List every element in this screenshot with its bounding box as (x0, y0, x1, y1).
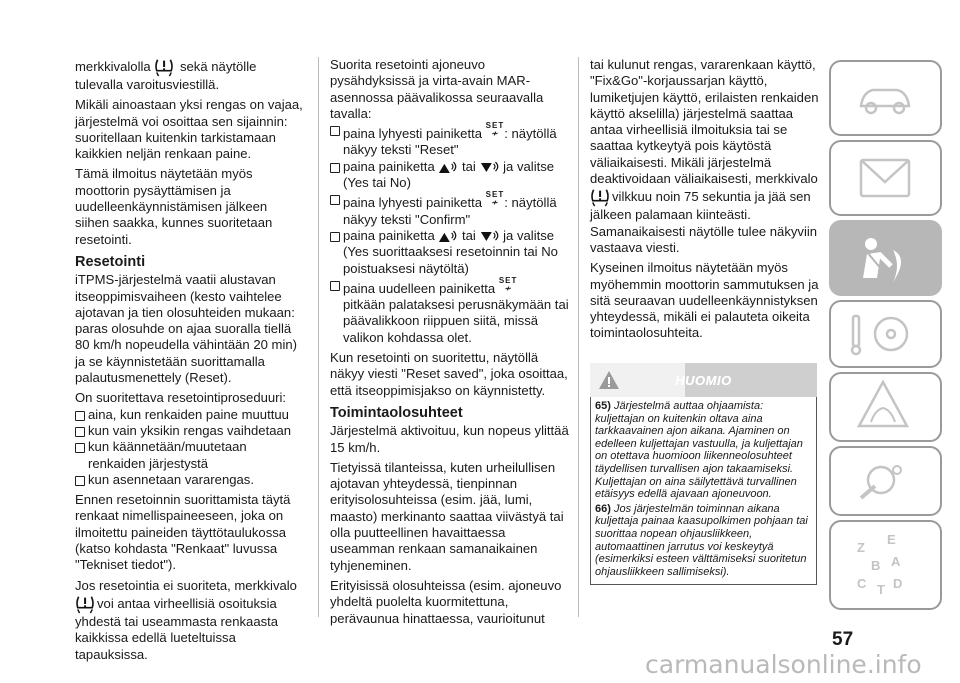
text: ja valitse (Yes tai No) (343, 158, 555, 191)
warning-box-header (590, 363, 817, 397)
text: tai (462, 158, 476, 174)
index-letters-icon (831, 522, 940, 608)
text: ja valitse (Yes suorittaaksesi resetoinnin tai No poistuaksesi näytöltä) (343, 227, 558, 276)
section-heading-toimintaolosuhteet: Toimintaolosuhteet (330, 404, 463, 421)
chapter-tab-safety[interactable] (829, 220, 942, 296)
service-wrench-icon (831, 448, 940, 514)
note-number: 65) (595, 400, 611, 412)
column-divider (578, 57, 579, 617)
car-info-icon (831, 62, 940, 134)
paragraph: Suorita resetointi ajoneuvo pysähdyksissä ja virta-avain MAR-asennossa päävalikossa seuraavalla tavalla: (330, 57, 544, 121)
svg-text:E: E (887, 532, 896, 547)
column-divider (318, 57, 319, 617)
page-number: 57 (832, 629, 854, 650)
text: paina uudelleen painiketta (343, 280, 496, 296)
text: Jos resetointia ei suoriteta, merkkivalo (75, 577, 297, 593)
paragraph: Kun resetointi on suoritettu, näytöllä näkyy viesti "Reset saved", joka osoittaa, että itseoppimisjakso on käynnistetty. (330, 350, 568, 398)
up-button-icon (438, 161, 458, 174)
list-item (330, 159, 570, 192)
text: paina lyhyesti painiketta (343, 195, 483, 211)
text: merkkivalolla (75, 59, 151, 74)
note-text: Järjestelmä auttaa ohjaamista: kuljettajan on kuitenkin oltava aina tarkkaavainen ajon aikana. Ajaminen on edelleen kuljettajan vastuulla, ja kuljettajan on otettava huomioon liikenneolosuhteet täydellisen turvallisen ajon takaamiseksi. Kuljettajan on aina säilytettävä turvallinen etäisyys edellä ajavaan ajoneuvoon. (595, 400, 803, 501)
text: paina lyhyesti painiketta (343, 126, 483, 142)
section-heading-resetointi: Resetointi (75, 253, 146, 270)
bullet-list (75, 407, 305, 488)
list-item (330, 191, 570, 228)
note-66 (595, 503, 812, 579)
text: vilkkuu noin 75 sekuntia ja jää sen jälkeen palamaan kiinteästi. Samanaikaisesti näytölle tulee näkyviin vastaava viesti. (590, 189, 818, 255)
text: pitkään palataksesi perusnäkymään tai päävalikkoon riippuen siitä, missä valikon kohdassa olet. (343, 297, 569, 345)
list-item: kun käännetään/muutetaan renkaiden järjestystä (75, 439, 305, 472)
svg-text:C: C (857, 576, 867, 591)
paragraph: Tietyissä tilanteissa, kuten urheilullisen ajotavan yhteydessä, tienpinnan erityisolosuhteissa (esim. jää, lumi, maasto) merkinanto saattaa viivästyä tai olla puutteellinen havaittaessa useamman renkaan samanaikainen tyhjeneminen. (330, 459, 564, 573)
list-item: kun vain yksikin rengas vaihdetaan (75, 423, 305, 439)
text: paina painiketta (343, 158, 435, 174)
svg-text:Z: Z (857, 540, 865, 555)
chapter-tab-starting[interactable] (829, 300, 942, 368)
set-button-icon: SET ≁ (485, 190, 505, 208)
down-button-icon (480, 161, 500, 174)
warning-title: HUOMIO (675, 373, 732, 388)
down-button-icon (480, 230, 500, 243)
svg-text:T: T (877, 582, 885, 597)
paragraph: Tämä ilmoitus näytetään myös moottorin pysäyttämisen ja uudelleenkäynnistämisen jälkeen siihen saakka, kunnes suoritetaan resetointi. (75, 166, 273, 247)
paragraph: Erityisissä olosuhteissa (esim. ajoneuvo yhdeltä puolelta kuormitettuna, perävaunua hinattaessa, vaurioitunut (330, 577, 562, 626)
text: tai (462, 227, 476, 243)
safety-airbag-icon (831, 222, 940, 294)
warning-triangle-car-icon (831, 374, 940, 440)
key-steering-icon (831, 302, 940, 366)
warning-box (590, 363, 817, 585)
column-1 (75, 57, 305, 667)
note-text: Jos järjestelmän toiminnan aikana kuljettaja painaa kaasupolkimen pohjaan tai suorittaa nopean ohjausliikkeen, automaattinen jarrutus voi keskeytyä (esimerkiksi esteen välttämiseksi suoritetun ohjausliikkeen sallimiseksi). (595, 502, 808, 578)
svg-text:D: D (893, 576, 903, 591)
tpms-warning-icon (590, 187, 610, 207)
text: sekä näytölle tulevalla varoitusviestillä. (75, 59, 257, 92)
svg-text:A: A (891, 554, 901, 569)
paragraph (75, 57, 305, 93)
list-item: aina, kun renkaiden paine muuttuu (75, 407, 305, 423)
chapter-tab-dashboard[interactable] (829, 140, 942, 216)
text: : näytöllä näkyy teksti "Confirm" (343, 195, 557, 227)
dashboard-lights-icon (831, 142, 940, 214)
list-item (330, 228, 570, 277)
column-2 (330, 57, 570, 631)
chapter-tab-service[interactable] (829, 446, 942, 516)
note-65 (595, 400, 812, 501)
step-list (330, 122, 570, 346)
paragraph (590, 57, 820, 256)
paragraph: iTPMS-järjestelmä vaatii alustavan itseoppimisvaiheen (kesto vaihtelee ajotavan ja tien olosuhteiden mukaan: paras olosuhde on ajaa suoralla tiellä 80 km/h nopeudella vähintään 20 min) ja se käynnistetään suorittamalla palautusmenettely (Reset). (75, 272, 298, 386)
text: voi antaa virheellisiä osoituksia yhdestä tai useammasta renkaasta kaikkissa edellä lueteltuissa tapauksissa. (75, 595, 279, 662)
warning-box-body (590, 397, 817, 585)
text: paina painiketta (343, 227, 435, 243)
paragraph (75, 578, 305, 663)
paragraph: Kyseinen ilmoitus näytetään myös myöhemmin moottorin sammutuksen ja sitä seuraavan uudelleenkäynnistyksen yhteydessä, mikäli ei palauteta oikeita toimintaolosuhteita. (590, 260, 819, 341)
text: : näytöllä näkyy teksti "Reset" (343, 126, 557, 158)
text: tai kulunut rengas, vararenkaan käyttö, "Fix&Go"-korjaussarjan käyttö, lumiketjujen käyttö, erilaisten renkaiden käyttö akselilla) järjestelmä saattaa antaa virheellisiä ilmoituksia tai se saattaa kytkeytyä pois käytöstä väliaikaisesti. Mikäli järjestelmä deaktivoidaan väliaikaisesti, merkkivalo (590, 57, 819, 187)
paragraph: Ennen resetoinnin suorittamista täytä renkaat nimellispaineeseen, joka on ilmoitettu paineiden täyttötaulukossa (katso kohdasta "Renkaat" luvussa "Tekniset tiedot"). (75, 492, 291, 573)
tpms-warning-icon (154, 57, 174, 77)
paragraph: Mikäli ainoastaan yksi rengas on vajaa, järjestelmä voi osoittaa sen sijainnin: suoritellaan kuitenkin tarkistamaan kaikkien neljän renkaan paine. (75, 97, 303, 162)
chapter-tab-emergency[interactable] (829, 372, 942, 442)
chapter-tab-car-info[interactable] (829, 60, 942, 136)
list-item: kun asennetaan vararengas. (75, 472, 305, 488)
list-item (330, 277, 570, 346)
chapter-tab-index[interactable] (829, 520, 942, 610)
paragraph: On suoritettava resetointiproseduuri: (75, 390, 287, 406)
paragraph: Järjestelmä aktivoituu, kun nopeus ylittää 15 km/h. (330, 423, 569, 455)
column-3 (590, 57, 820, 346)
up-button-icon (438, 230, 458, 243)
set-button-icon: SET ≁ (485, 121, 505, 139)
note-number: 66) (595, 502, 611, 515)
watermark-text: carmanualsonline.info (645, 650, 922, 679)
svg-text:B: B (871, 558, 881, 573)
set-button-icon: SET ≁ (498, 275, 518, 293)
tpms-warning-icon (75, 594, 95, 614)
list-item (330, 122, 570, 159)
